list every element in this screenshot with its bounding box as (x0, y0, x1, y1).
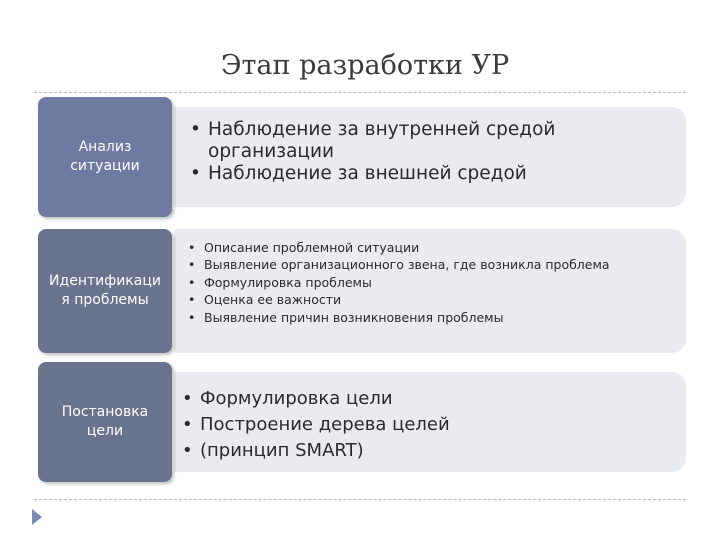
detail-item: • Построение дерева целей (200, 412, 686, 438)
detail-item: • Выявление организационного звена, где возникла проблема (204, 256, 686, 273)
play-arrow-icon[interactable] (32, 509, 42, 525)
detail-item: • Наблюдение за внутренней средой организации (208, 119, 686, 163)
details-panel (174, 372, 686, 472)
detail-item: • Формулировка проблемы (204, 274, 686, 291)
page-title: Этап разработки УР (220, 50, 510, 81)
detail-item: • Выявление причин возникновения проблемы (204, 309, 686, 326)
top-divider (34, 92, 686, 93)
stage-label: Идентификаци я проблемы (49, 273, 161, 308)
detail-item: • Наблюдение за внешней средой (208, 163, 686, 185)
detail-item: • Формулировка цели (200, 386, 686, 412)
detail-item: • Описание проблемной ситуации (204, 239, 686, 256)
details-panel (174, 107, 686, 207)
stage-row-identification (38, 229, 688, 355)
bottom-divider (34, 499, 686, 500)
details-panel (174, 229, 686, 353)
stage-row-goal (38, 362, 688, 484)
stage-label: Анализ ситуации (70, 139, 140, 174)
stage-box (38, 97, 172, 217)
detail-item: • (принцип SMART) (200, 438, 686, 464)
stage-box (38, 362, 172, 482)
stage-row-analysis (38, 97, 688, 219)
stage-label: Постановка цели (61, 404, 149, 439)
stage-box (38, 229, 172, 353)
detail-item: • Оценка ее важности (204, 291, 686, 308)
